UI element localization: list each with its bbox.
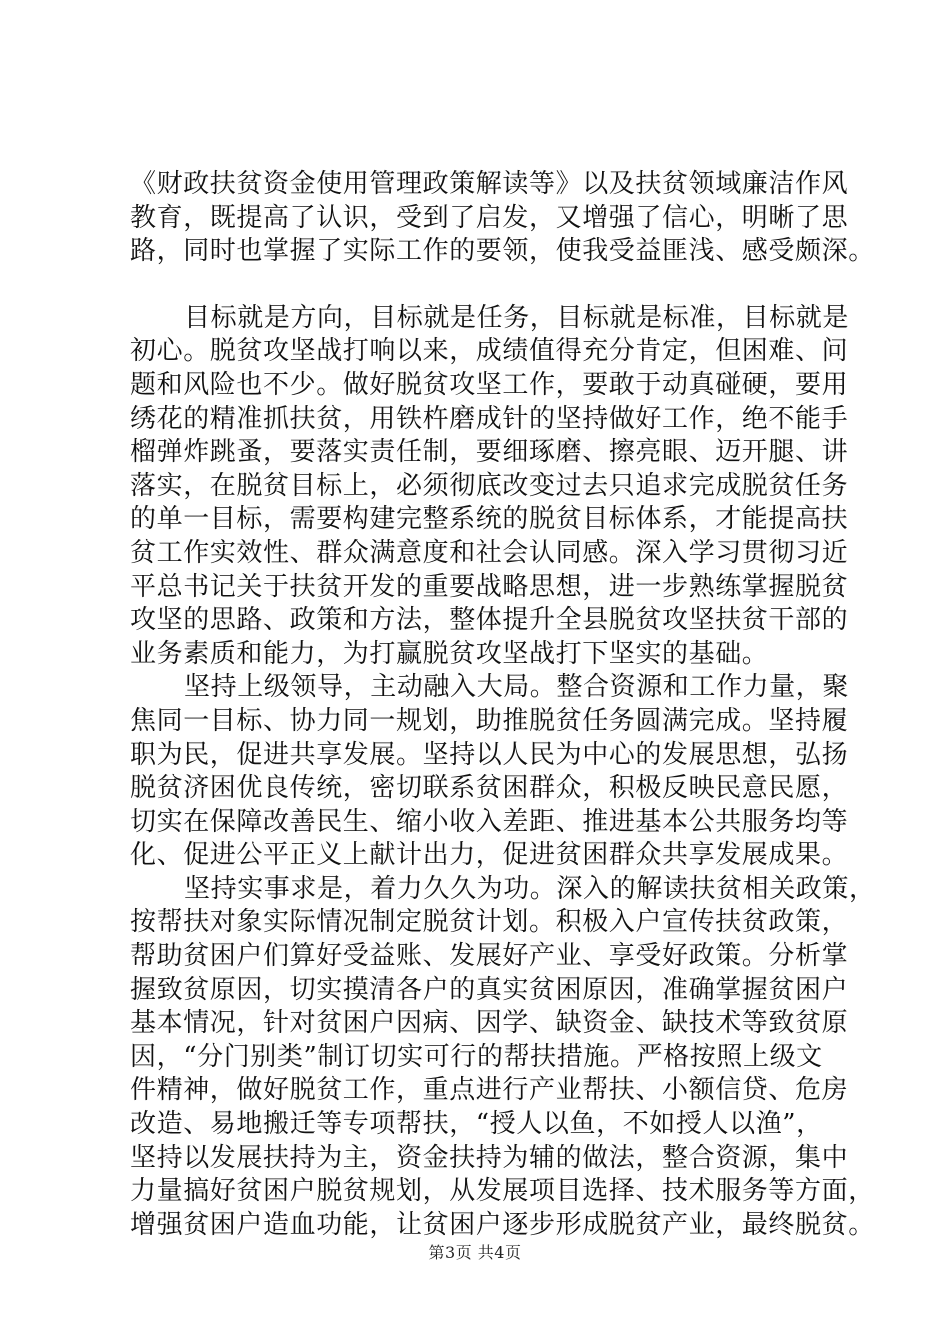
text-line: 教育，既提高了认识，受到了启发，又增强了信心，明晰了思: [130, 202, 849, 233]
text-line: 落实，在脱贫目标上，必须彻底改变过去只追求完成脱贫任务: [130, 470, 849, 501]
text-line: 路，同时也掌握了实际工作的要领，使我受益匪浅、感受颇深。: [130, 236, 875, 267]
page-number-footer: 第3页 共4页: [428, 1243, 522, 1262]
text-line: 攻坚的思路、政策和方法，整体提升全县脱贫攻坚扶贫干部的: [130, 605, 849, 636]
paragraph: [130, 168, 875, 269]
paragraph: [130, 671, 850, 873]
text-line: 初心。脱贫攻坚战打响以来，成绩值得充分肯定，但困难、问: [130, 336, 849, 367]
text-line: 力量搞好贫困户脱贫规划，从发展项目选择、技术服务等方面，: [130, 1176, 875, 1207]
text-line: 榴弹炸跳蚤，要落实责任制，要细琢磨、擦亮眼、迈开腿、讲: [130, 437, 849, 468]
text-line: 切实在保障改善民生、缩小收入差距、推进基本公共服务均等: [130, 806, 849, 837]
text-line: 因，“分门别类”制订切实可行的帮扶措施。严格按照上级文: [130, 1041, 823, 1072]
text-line: 职为民，促进共享发展。坚持以人民为中心的发展思想，弘扬: [130, 739, 849, 770]
text-line: 贫工作实效性、群众满意度和社会认同感。深入学习贯彻习近: [130, 537, 849, 568]
paragraph: [130, 302, 850, 672]
text-line: 握致贫原因，切实摸清各户的真实贫困原因，准确掌握贫困户: [130, 974, 849, 1005]
text-line: 业务素质和能力，为打赢脱贫攻坚战打下坚实的基础。: [130, 638, 769, 669]
paragraph: [130, 873, 876, 1243]
text-line: 《财政扶贫资金使用管理政策解读等》以及扶贫领域廉洁作风: [130, 169, 849, 199]
paragraph-gap: [130, 269, 836, 302]
text-line: 目标就是方向，目标就是任务，目标就是标准，目标就是: [184, 302, 850, 333]
text-line: 帮助贫困户们算好受益账、发展好产业、享受好政策。分析掌: [130, 941, 849, 972]
text-line: 增强贫困户造血功能，让贫困户逐步形成脱贫产业，最终脱贫。: [130, 1209, 875, 1240]
text-line: 焦同一目标、协力同一规划，助推脱贫任务圆满完成。坚持履: [130, 705, 849, 736]
text-line: 脱贫济困优良传统，密切联系贫困群众，积极反映民意民愿，: [130, 773, 849, 804]
text-line: 坚持实事求是，着力久久为功。深入的解读扶贫相关政策，: [184, 873, 876, 904]
text-line: 坚持以发展扶持为主，资金扶持为辅的做法，整合资源，集中: [130, 1142, 849, 1173]
text-line: 改造、易地搬迁等专项帮扶，“授人以鱼，不如授人以渔”，: [130, 1109, 823, 1140]
text-line: 件精神，做好脱贫工作，重点进行产业帮扶、小额信贷、危房: [130, 1075, 849, 1106]
text-line: 基本情况，针对贫困户因病、因学、缺资金、缺技术等致贫原: [130, 1008, 849, 1039]
text-line: 化、促进公平正义上献计出力，促进贫困群众共享发展成果。: [130, 840, 849, 871]
text-line: 坚持上级领导，主动融入大局。整合资源和工作力量，聚: [184, 672, 850, 703]
text-line: 的单一目标，需要构建完整系统的脱贫目标体系，才能提高扶: [130, 504, 849, 535]
document-body: [130, 168, 876, 1242]
text-line: 按帮扶对象实际情况制定脱贫计划。积极入户宣传扶贫政策，: [130, 907, 849, 938]
text-line: 题和风险也不少。做好脱贫攻坚工作，要敢于动真碰硬，要用: [130, 369, 849, 400]
text-line: 平总书记关于扶贫开发的重要战略思想，进一步熟练掌握脱贫: [130, 571, 849, 602]
text-line: 绣花的精准抓扶贫，用铁杵磨成针的坚持做好工作，绝不能手: [130, 403, 849, 434]
